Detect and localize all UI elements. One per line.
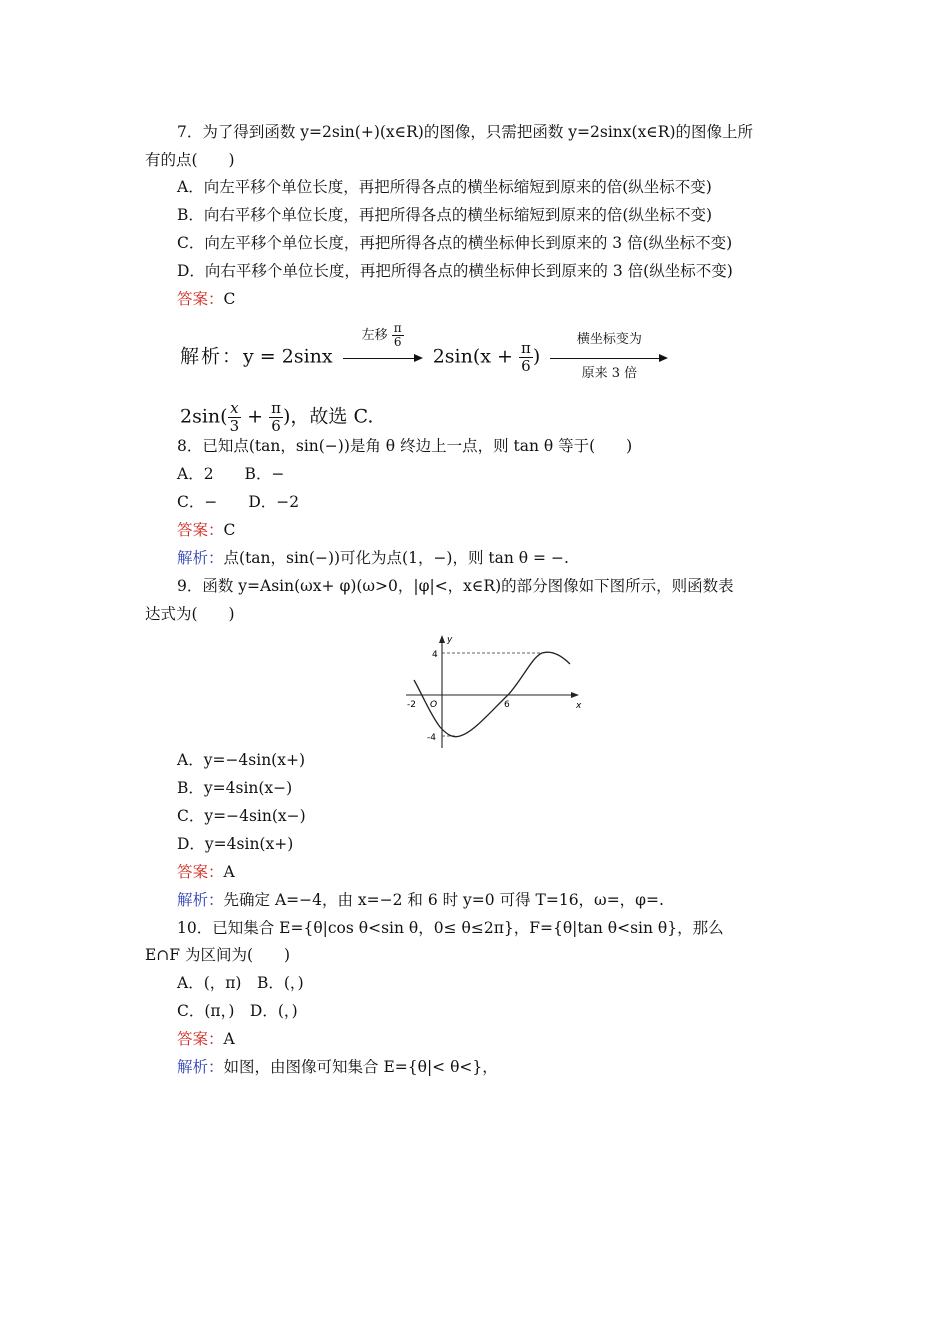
q9-option-d: D．y=4sin(x+): [177, 835, 294, 853]
q10-answer-label: 答案：: [177, 1030, 224, 1048]
q7-derivation-mid-num: π: [521, 339, 531, 357]
q7-derivation-result-frac1-num: x: [228, 400, 242, 418]
q9-answer: [177, 862, 235, 882]
q8-solution: [177, 548, 569, 568]
q7-derivation-mid-frac: [519, 340, 533, 375]
q7-arrow-scale-above: 横坐标变为: [576, 331, 642, 347]
q7-derivation-mid-suffix: ): [532, 345, 541, 368]
q9-option-a: A．y=−4sin(x+): [177, 751, 306, 769]
q7-derivation-result-frac2-den: 6: [271, 417, 281, 435]
q7-option-a: A．向左平移个单位长度，再把所得各点的横坐标缩短到原来的倍(纵坐标不变): [177, 178, 712, 196]
q10-solution-text: 如图，由图像可知集合 E={θ|< θ<}，: [223, 1058, 498, 1076]
q10-answer: [177, 1029, 235, 1049]
q8-solution-text: 点(tan，sin(−))可化为点(1，−)，则 tan θ = −.: [223, 549, 569, 567]
q9-graph-origin: O: [430, 700, 438, 710]
q7-arrow-shift-num: π: [393, 320, 402, 335]
q7-derivation-row1: [180, 320, 668, 381]
q7-arrow-scale: [550, 331, 668, 381]
q8-answer-value: C: [223, 521, 236, 539]
q7-derivation-row2: [180, 400, 373, 435]
q9-graph-y-label: y: [447, 635, 453, 645]
q9-graph-x-arrow: [571, 692, 579, 698]
q7-derivation-result-suffix: )，故选 C.: [283, 405, 374, 428]
q7-arrow-scale-below: 原来 3 倍: [581, 365, 638, 381]
q10-stem-line2: E∩F 为区间为( ): [145, 946, 291, 964]
q9-solution-label: 解析：: [177, 891, 224, 909]
q8-answer: [177, 520, 235, 540]
q9-graph-tick-neg2: -2: [407, 700, 416, 710]
q9-answer-label: 答案：: [177, 863, 224, 881]
q7-option-c: C．向左平移个单位长度，再把所得各点的横坐标伸长到原来的 3 倍(纵坐标不变): [177, 234, 733, 252]
q9-sine-graph: [400, 632, 590, 750]
q7-answer-value: C: [223, 290, 236, 308]
q7-derivation-result-frac1-den: 3: [229, 417, 240, 435]
q8-options-line2: C．− D．−2: [177, 493, 300, 511]
q7-option-d: D．向右平移个单位长度，再把所得各点的横坐标伸长到原来的 3 倍(纵坐标不变): [177, 262, 733, 280]
q8-solution-label: 解析：: [177, 549, 224, 567]
q10-answer-value: A: [223, 1030, 235, 1048]
q7-answer-label: 答案：: [177, 290, 224, 308]
q9-graph-tick-neg4: -4: [427, 733, 436, 743]
q7-answer: [177, 289, 235, 309]
q7-arrow-shift: [343, 320, 423, 368]
q10-stem-line1: 10．已知集合 E={θ|cos θ<sin θ，0≤ θ≤2π}，F={θ|tan θ<sin θ}，那么: [177, 919, 724, 937]
q9-answer-value: A: [223, 863, 235, 881]
q7-derivation-result-frac1: [228, 400, 242, 435]
q10-solution-label: 解析：: [177, 1058, 224, 1076]
q7-stem-line2: 有的点( ): [145, 151, 235, 169]
q9-stem-line2: 达式为( ): [145, 605, 235, 623]
q10-options-line1: A．(，π) B．(，): [177, 974, 304, 992]
q7-derivation-result-frac2-num: π: [271, 399, 281, 417]
q7-derivation-mid-den: 6: [521, 357, 531, 375]
q7-derivation-result-frac2: [269, 400, 283, 435]
q7-arrow-shift-label: 左移: [361, 327, 388, 343]
q9-option-c: C．y=−4sin(x−): [177, 807, 306, 825]
q9-solution: [177, 890, 664, 910]
q7-stem-line1: 7．为了得到函数 y=2sin(+)(x∈R)的图像，只需把函数 y=2sinx(x∈R)的图像上所: [177, 123, 753, 141]
q10-solution: [177, 1057, 498, 1077]
q9-stem-line1: 9．函数 y=Asin(ωx+ φ)(ω>0，|φ|<，x∈R)的部分图像如下图所示，则函数表: [177, 577, 734, 595]
q10-options-line2: C．(π，) D．(，): [177, 1002, 298, 1020]
q8-options-line1: A．2 B．−: [177, 465, 285, 483]
q7-derivation-mid-prefix: 2sin(x +: [432, 345, 513, 368]
q9-solution-text: 先确定 A=−4，由 x=−2 和 6 时 y=0 可得 T=16，ω=，φ=.: [223, 891, 664, 909]
q7-derivation-label: 解析：: [180, 345, 244, 368]
q7-derivation-result-prefix: 2sin(: [180, 405, 228, 428]
q7-arrow-shift-den: 6: [393, 334, 402, 349]
q7-derivation-start: y = 2sinx: [243, 345, 333, 368]
q9-option-b: B．y=4sin(x−): [177, 779, 293, 797]
q7-derivation-result-plus: +: [247, 405, 264, 428]
q7-option-b: B．向右平移个单位长度，再把所得各点的横坐标缩短到原来的倍(纵坐标不变): [177, 206, 712, 224]
q8-stem: 8．已知点(tan，sin(−))是角 θ 终边上一点，则 tan θ 等于( ): [177, 437, 633, 455]
q9-graph-tick-4: 4: [432, 650, 438, 660]
q9-graph-y-arrow: [439, 635, 445, 643]
q8-answer-label: 答案：: [177, 521, 224, 539]
q9-graph-tick-6: 6: [504, 700, 510, 710]
q9-graph-x-label: x: [576, 701, 582, 711]
